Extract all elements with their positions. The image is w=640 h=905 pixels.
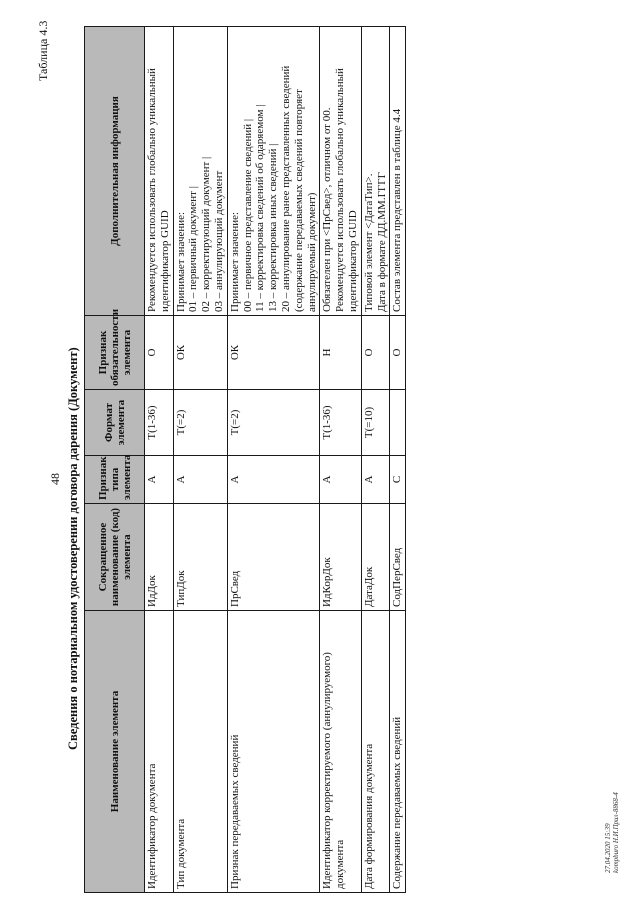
cell-required: ОК bbox=[227, 316, 320, 390]
stamp-user: kompburo Н.И.Прил-8868-4 bbox=[612, 792, 620, 873]
table-row bbox=[390, 27, 406, 893]
cell-info: Принимает значение: 01 – первичный документ | 02 – корректирующий документ | 03 – аннулирующий документ bbox=[173, 27, 227, 316]
table-row bbox=[320, 27, 361, 893]
cell-format bbox=[390, 390, 406, 456]
cell-required: О bbox=[361, 316, 390, 390]
cell-required: О bbox=[145, 316, 174, 390]
elements-table bbox=[84, 26, 406, 893]
header-additional-info: Дополнительная информация bbox=[85, 27, 145, 316]
cell-format: Т(=2) bbox=[173, 390, 227, 456]
header-element-code: Сокращенное наименование (код) элемента bbox=[85, 504, 145, 611]
cell-required: О bbox=[390, 316, 406, 390]
cell-type: С bbox=[390, 456, 406, 504]
cell-code: ПрСвед bbox=[227, 504, 320, 611]
page-number: 48 bbox=[48, 473, 62, 485]
cell-format: Т(1-36) bbox=[320, 390, 361, 456]
cell-format: Т(=2) bbox=[227, 390, 320, 456]
table-row bbox=[173, 27, 227, 893]
table-title: Сведения о нотариальном удостоверении договора дарения (Документ) bbox=[66, 347, 80, 750]
header-element-format: Формат элемента bbox=[85, 390, 145, 456]
cell-info: Обязателен при <ПрСвед>, отличном от 00. Рекомендуется использовать глобально уникальный идентификатор GUID bbox=[320, 27, 361, 316]
cell-name: Признак передаваемых сведений bbox=[227, 611, 320, 893]
print-stamp bbox=[604, 792, 620, 873]
cell-required: Н bbox=[320, 316, 361, 390]
table-row bbox=[145, 27, 174, 893]
cell-type: А bbox=[320, 456, 361, 504]
cell-info: Типовой элемент <ДатаТип>. Дата в формате ДД.ММ.ГГГГ bbox=[361, 27, 390, 316]
cell-name: Идентификатор документа bbox=[145, 611, 174, 893]
cell-code: ТипДок bbox=[173, 504, 227, 611]
cell-info: Состав элемента представлен в таблице 4.4 bbox=[390, 27, 406, 316]
cell-type: А bbox=[227, 456, 320, 504]
cell-code: ДатаДок bbox=[361, 504, 390, 611]
header-element-type: Признак типа элемента bbox=[85, 456, 145, 504]
cell-type: А bbox=[145, 456, 174, 504]
cell-type: А bbox=[361, 456, 390, 504]
cell-required: ОК bbox=[173, 316, 227, 390]
cell-name: Тип документа bbox=[173, 611, 227, 893]
cell-format: Т(1-36) bbox=[145, 390, 174, 456]
cell-info: Принимает значение: 00 – первичное представление сведений | 11 – корректировка сведений об одаряемом | 13 – корректировка иных сведений | 20 – аннулирование ранее представленных сведений (содержание передаваемых сведений повторяет аннулируемый документ) bbox=[227, 27, 320, 316]
cell-code: ИдДок bbox=[145, 504, 174, 611]
cell-name: Дата формирования документа bbox=[361, 611, 390, 893]
stamp-date: 27.04.2020 15:39 bbox=[604, 823, 612, 873]
cell-type: А bbox=[173, 456, 227, 504]
cell-code: ИдКорДок bbox=[320, 504, 361, 611]
header-element-required: Признак обязательности элемента bbox=[85, 316, 145, 390]
cell-name: Идентификатор корректируемого (аннулируемого) документа bbox=[320, 611, 361, 893]
cell-name: Содержание передаваемых сведений bbox=[390, 611, 406, 893]
table-row bbox=[227, 27, 320, 893]
table-header-row bbox=[85, 27, 145, 893]
cell-code: СодПерСвед bbox=[390, 504, 406, 611]
header-element-name: Наименование элемента bbox=[85, 611, 145, 893]
cell-format: Т(=10) bbox=[361, 390, 390, 456]
table-row bbox=[361, 27, 390, 893]
table-label: Таблица 4.3 bbox=[36, 20, 50, 81]
cell-info: Рекомендуется использовать глобально уникальный идентификатор GUID bbox=[145, 27, 174, 316]
